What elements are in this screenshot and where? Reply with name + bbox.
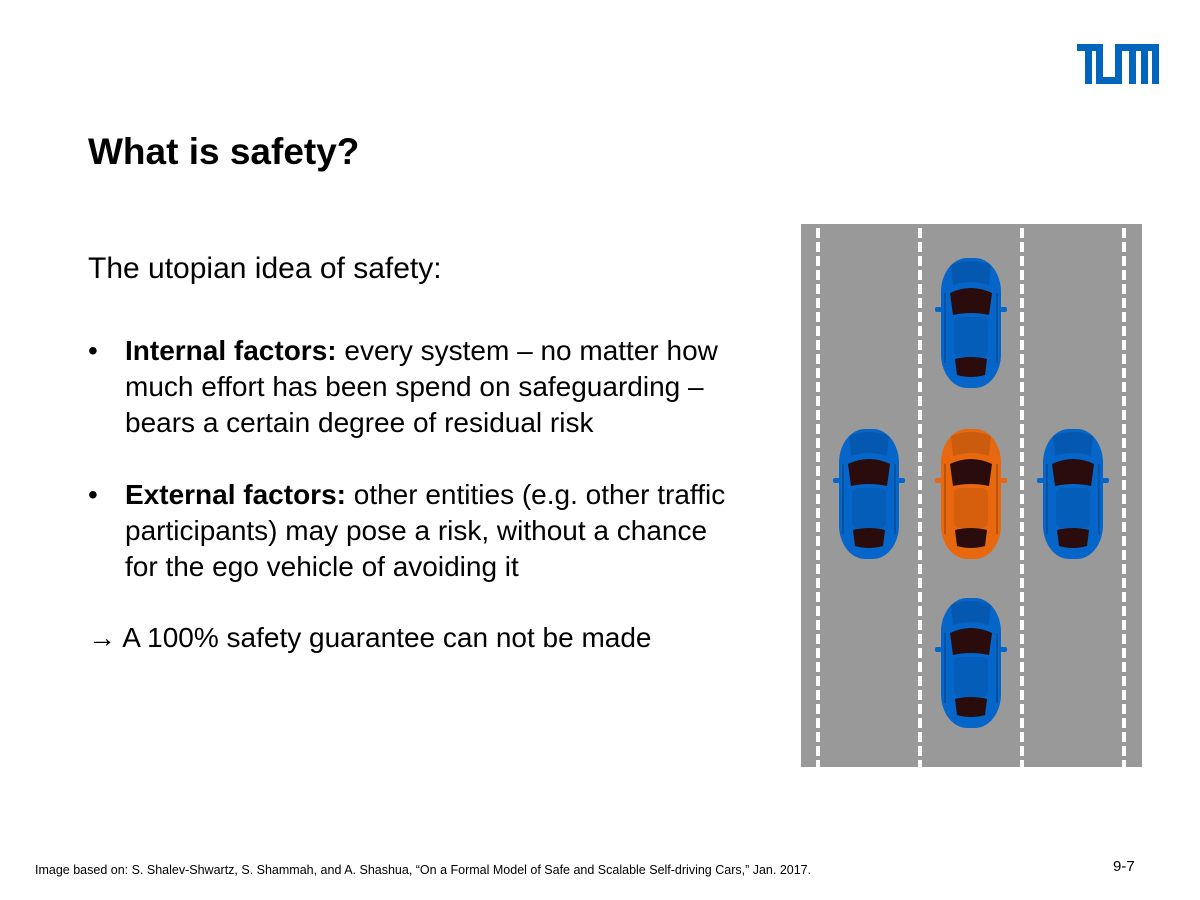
bullet-text: much effort has been spend on safeguarding – [125, 371, 704, 402]
bullet-marker: • [88, 335, 98, 366]
intro-text: The utopian idea of safety: [88, 252, 442, 285]
car-right [1037, 429, 1109, 559]
car-left [833, 429, 905, 559]
slide-title: What is safety? [88, 131, 360, 172]
road-illustration [801, 224, 1142, 767]
bullet-text: bears a certain degree of residual risk [125, 407, 594, 438]
bullet-marker: • [88, 479, 98, 510]
image-source-footnote: Image based on: S. Shalev-Shwartz, S. Shammah, and A. Shashua, “On a Formal Model of Safe and Scalable Self-driving Cars,” Jan. 2017. [35, 863, 812, 877]
bullet-text: for the ego vehicle of avoiding it [125, 551, 519, 582]
lane-marking [1122, 224, 1126, 767]
page-number: 9-7 [1113, 858, 1135, 875]
conclusion-label: A 100% safety guarantee can not be made [122, 622, 652, 653]
bullet-text: other entities (e.g. other traffic [353, 479, 726, 510]
lane-marking [918, 224, 922, 767]
bullet-label: External factors: [125, 479, 346, 510]
car-ego [935, 429, 1007, 559]
lane-marking [816, 224, 820, 767]
bullet-text: every system – no matter how [344, 335, 718, 366]
tum-logo [1077, 44, 1159, 84]
conclusion-text [88, 620, 652, 656]
arrow-right-icon: → [88, 622, 116, 653]
bullet-label: Internal factors: [125, 335, 337, 366]
car-rear [935, 598, 1007, 728]
car-front [935, 258, 1007, 388]
bullet-text: participants) may pose a risk, without a chance [125, 515, 708, 546]
lane-marking [1020, 224, 1024, 767]
